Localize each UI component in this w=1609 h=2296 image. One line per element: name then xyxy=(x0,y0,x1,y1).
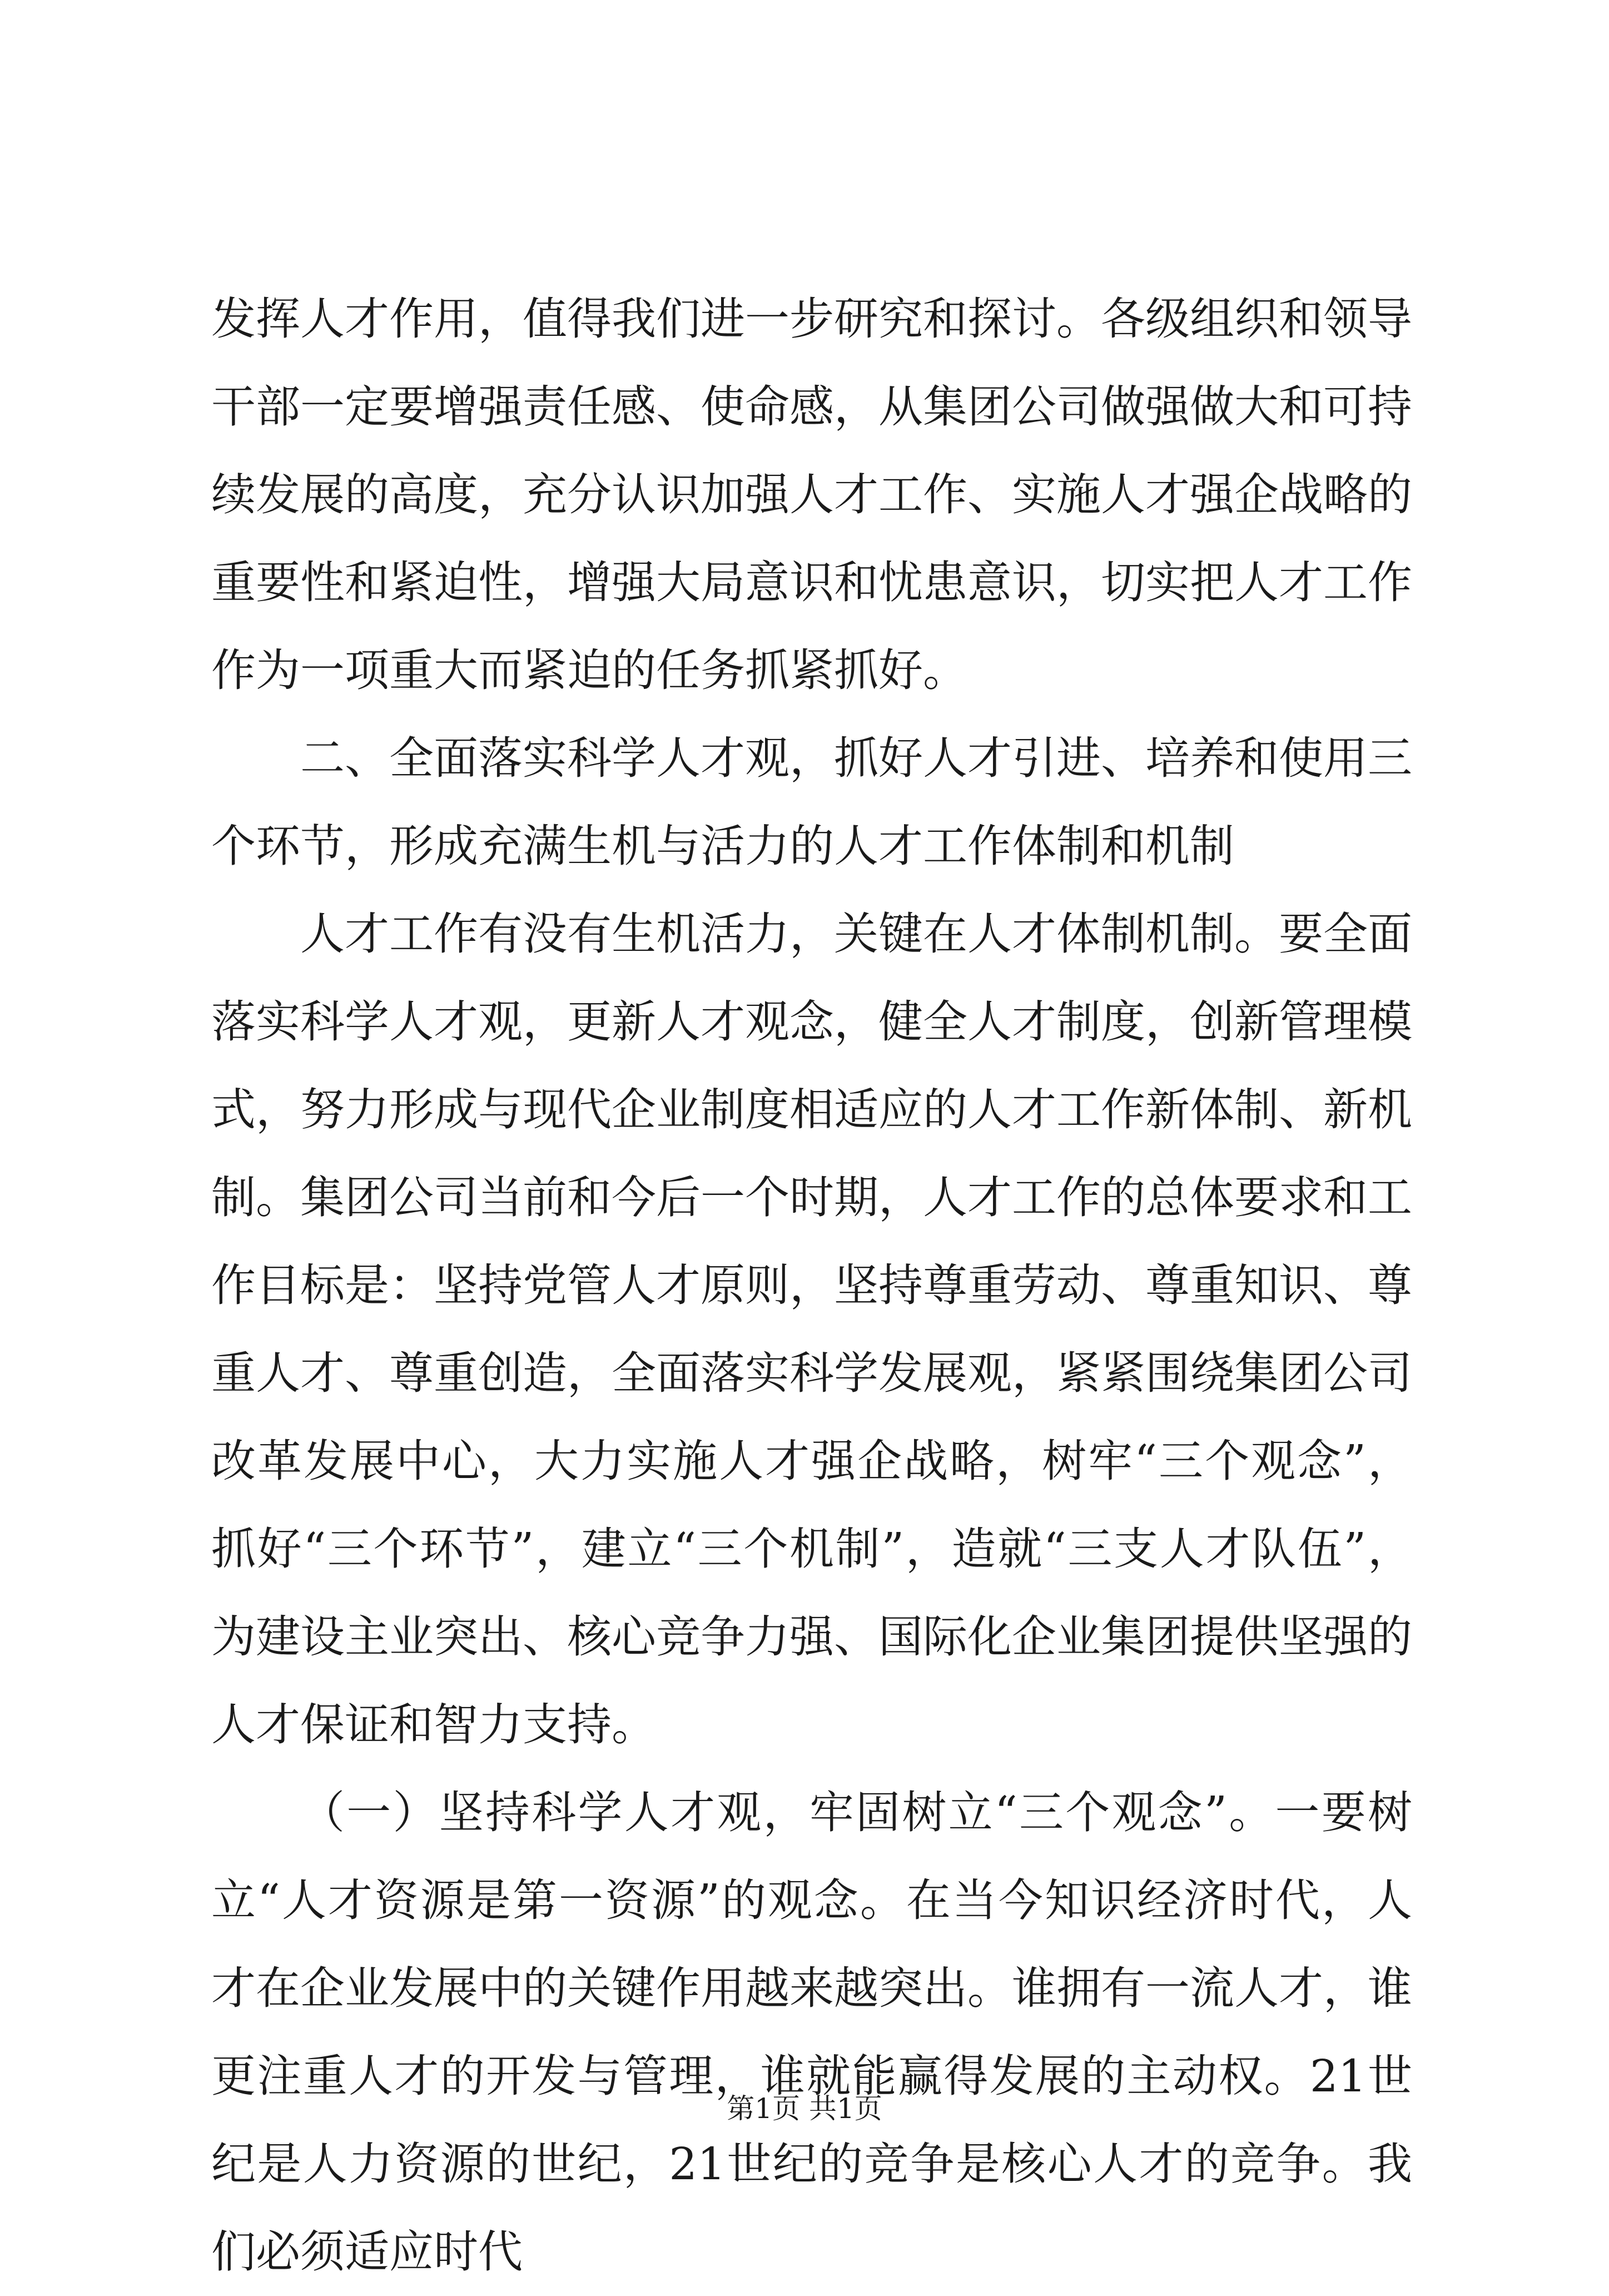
paragraph-three-concepts: （一）坚持科学人才观，牢固树立“三个观念”。一要树立“人才资源是第一资源”的观念。在当今知识经济时代，人才在企业发展中的关键作用越来越突出。谁拥有一流人才，谁更注重人才的开发与管理，谁就能赢得发展的主动权。21世纪是人力资源的世纪，21世纪的竞争是核心人才的竞争。我们必须适应时代 xyxy=(211,1787,1412,2278)
paragraph-talent-mechanism: 人才工作有没有生机活力，关键在人才体制机制。要全面落实科学人才观，更新人才观念，健全人才制度，创新管理模式，努力形成与现代企业制度相适应的人才工作新体制、新机制。集团公司当前和今后一个时期，人才工作的总体要求和工作目标是：坚持党管人才原则，坚持尊重劳动、尊重知识、尊重人才、尊重创造，全面落实科学发展观，紧紧围绕集团公司改革发展中心，大力实施人才强企战略，树牢“三个观念”，抓好“三个环节”，建立“三个机制”，造就“三支人才队伍”，为建设主业突出、核心竞争力强、国际化企业集团提供坚强的人才保证和智力支持。 xyxy=(211,908,1412,1750)
paragraph-continuation: 发挥人才作用，值得我们进一步研究和探讨。各级组织和领导干部一定要增强责任感、使命感，从集团公司做强做大和可持续发展的高度，充分认识加强人才工作、实施人才强企战略的重要性和紧迫性，增强大局意识和忧患意识，切实把人才工作作为一项重大而紧迫的任务抓紧抓好。 xyxy=(211,293,1412,696)
section-heading-two: 二、全面落实科学人才观，抓好人才引进、培养和使用三个环节，形成充满生机与活力的人才工作体制和机制 xyxy=(211,732,1412,872)
document-body xyxy=(211,275,1412,2296)
page-number-footer: 第1页 共1页 xyxy=(727,2092,882,2125)
